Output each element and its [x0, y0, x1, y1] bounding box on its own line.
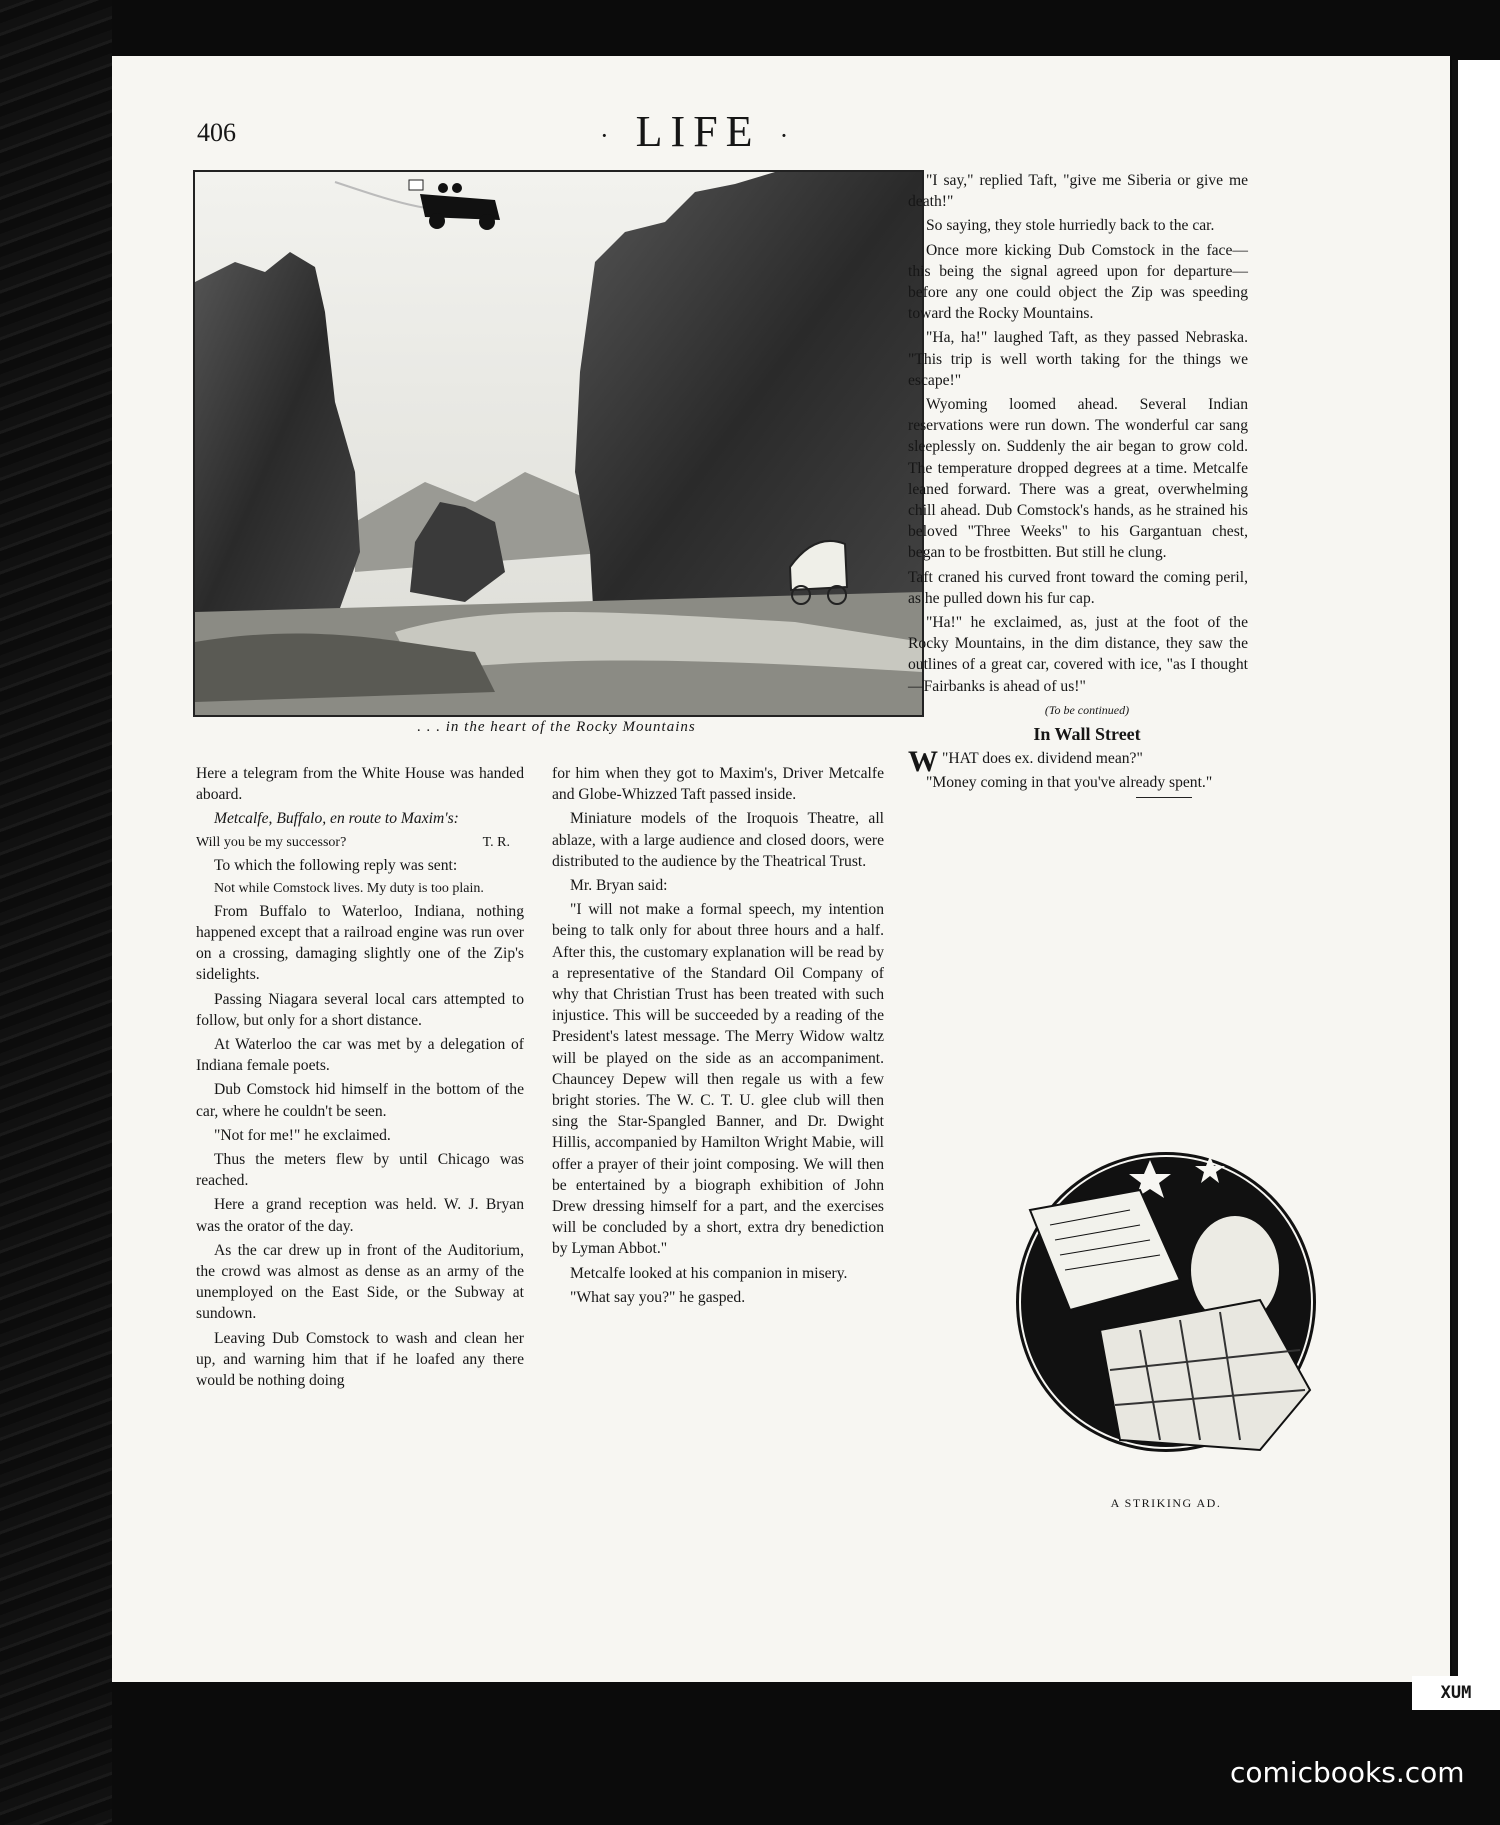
paragraph: "I say," replied Taft, "give me Siberia or give me death!" [908, 172, 1248, 211]
paragraph [196, 833, 524, 852]
paragraph: Miniature models of the Iroquois Theatre, all ablaze, with a large audience and closed doors, were distributed to the audience by the Theatrical Trust. [552, 810, 884, 870]
article-column-3 [908, 170, 1248, 798]
masthead [600, 106, 1040, 157]
rocky-mountains-photo [193, 170, 924, 717]
paragraph: Metcalfe, Buffalo, en route to Maxim's: [214, 810, 459, 828]
photo-illustration [195, 172, 922, 715]
article-column-2 [552, 763, 884, 1311]
cartoon-illustration [1010, 1130, 1322, 1475]
page-number: 406 [197, 118, 236, 147]
page-fold [1452, 60, 1458, 1680]
wall-street-dropcap: W [908, 745, 938, 779]
paragraph: Once more kicking Dub Comstock in the face—this being the signal agreed upon for departure—before any one could object the Zip was speeding toward the Rocky Mountains. [908, 241, 1248, 323]
paragraph: Passing Niagara several local cars attempted to follow, but only for a short distance. [196, 990, 524, 1029]
wall-street-open-quote: " [942, 750, 949, 768]
paragraph: "Not for me!" he exclaimed. [214, 1126, 391, 1144]
scan-tag: XUM [1412, 1676, 1500, 1710]
paragraph: "Ha, ha!" laughed Taft, as they passed Nebraska. "This trip is well worth taking for the things we escape!" [908, 329, 1248, 389]
paragraph: "Ha!" he exclaimed, as, just at the foot of the Rocky Mountains, in the dim distance, they saw the outlines of a great car, covered with ice, "as I thought—Fairbanks is ahead of us!" [908, 614, 1248, 695]
paragraph: Wyoming loomed ahead. Several Indian reservations were run down. The wonderful car sang sleeplessly on. Suddenly the air began to grow cold. The temperature dropped degrees at a time. Metcalfe leaned forward. There was a great, overwhelming chill ahead. Dub Comstock's hands, as he strained his beloved "Three Weeks" to his Gargantuan chest, began to be frostbitten. But still he clung. [908, 396, 1248, 562]
paragraph: At Waterloo the car was met by a delegation of Indiana female poets. [196, 1036, 524, 1075]
section-rule [1136, 797, 1192, 798]
paragraph: Dub Comstock hid himself in the bottom of the car, where he couldn't be seen. [196, 1081, 524, 1120]
telegram-signature: T. R. [482, 834, 510, 850]
paragraph: Not while Comstock lives. My duty is too plain. [214, 880, 484, 896]
paragraph: Leaving Dub Comstock to wash and clean her up, and warning him that if he loafed any there would be nothing doing [196, 1329, 524, 1390]
masthead-dot-right: · [779, 120, 797, 150]
wall-street-answer: "Money coming in that you've already spent." [926, 774, 1213, 792]
paragraph: "I will not make a formal speech, my intention being to talk only for about three hours and a half. After this, the customary explanation will be read by a representative of the Standard Oil Company of why that Christian Trust has been treated with such injustice. This will be succeeded by a reading of the President's latest message. The Merry Widow waltz will be played on the side as an accompaniment. Chauncey Depew will then regale us with a few bright stories. The W. C. T. U. glee club will then sing the Star-Spangled Banner, and Dr. Dwight Hillis, accompanied by Hamilton Wright Mabie, will offer a prayer of their joint composing. We will then be entertained by a biograph exhibition of John Drew dressing himself for a part, and the exercises will be concluded by a short, extra dry benediction by Lyman Abbot." [552, 901, 884, 1258]
column-3-body [908, 170, 1248, 697]
to-be-continued: (To be continued) [1044, 702, 1130, 717]
cartoon-caption: A STRIKING AD. [1110, 1496, 1222, 1510]
next-page-edge [1452, 60, 1500, 1680]
paragraph: From Buffalo to Waterloo, Indiana, nothing happened except that a railroad engine was run over on a crossing, damaging slightly one of the Zip's sidelights. [196, 902, 524, 984]
masthead-title: LIFE [635, 107, 761, 156]
wall-street-question-text: HAT does ex. dividend mean?" [948, 750, 1143, 768]
site-watermark: comicbooks.com [1230, 1756, 1465, 1789]
paragraph: Mr. Bryan said: [570, 877, 668, 895]
paragraph: Here a grand reception was held. W. J. Bryan was the orator of the day. [196, 1196, 524, 1235]
paragraph: Taft craned his curved front toward the coming peril, as he pulled down his fur cap. [908, 568, 1248, 607]
paragraph: To which the following reply was sent: [214, 856, 458, 874]
telegram-text: Will you be my successor? [196, 834, 347, 850]
masthead-dot-left: · [600, 120, 617, 150]
photo-caption: . . . in the heart of the Rocky Mountains [417, 719, 696, 735]
paragraph: "What say you?" he gasped. [570, 1288, 746, 1306]
paragraph: As the car drew up in front of the Auditorium, the crowd was almost as dense as an army of the unemployed on the East Side, or the Subway at sundown. [196, 1241, 524, 1323]
paragraph: Thus the meters flew by until Chicago was reached. [196, 1151, 524, 1190]
article-column-1 [196, 763, 524, 1394]
wall-street-question [908, 745, 1248, 779]
paragraph: for him when they got to Maxim's, Driver Metcalfe and Globe-Whizzed Taft passed inside. [552, 765, 884, 804]
scan-border [0, 0, 112, 1825]
paragraph: So saying, they stole hurriedly back to the car. [926, 217, 1215, 235]
wall-street-heading: In Wall Street [1033, 724, 1141, 745]
striking-ad-cartoon [1010, 1130, 1322, 1475]
paragraph: Here a telegram from the White House was handed aboard. [196, 765, 524, 804]
paragraph: Metcalfe looked at his companion in misery. [570, 1264, 848, 1282]
